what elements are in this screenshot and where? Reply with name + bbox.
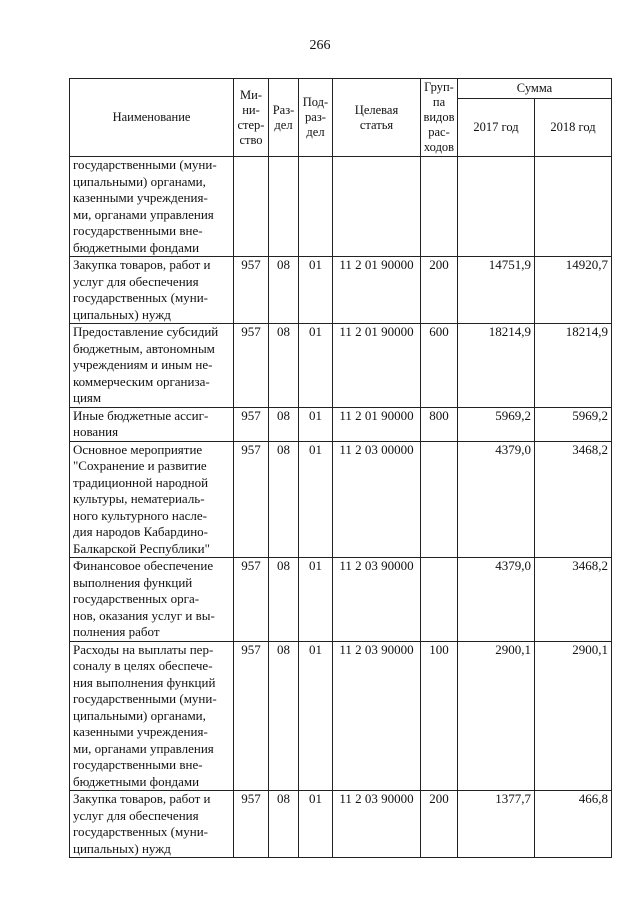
cell-group: 200 [421,791,458,858]
cell-ministry: 957 [234,257,269,324]
cell-ministry: 957 [234,407,269,441]
table-body [70,157,612,858]
cell-subsection: 01 [299,558,333,642]
cell-ministry: 957 [234,791,269,858]
cell-group: 600 [421,324,458,408]
table-row [70,558,612,642]
header-group: Груп- па видов рас- ходов [421,79,458,157]
cell-sum-2018: 3468,2 [535,558,612,642]
cell-group: 100 [421,641,458,791]
cell-target: 11 2 01 90000 [333,407,421,441]
table-row [70,324,612,408]
cell-name: Расходы на выплаты пер- соналу в целях обеспече- ния выполнения функций государственными (муни- ципальными) органами, казенными учреждения- ми, органами управления государственными вне- бюджетными фондами [70,641,234,791]
cell-target: 11 2 01 90000 [333,257,421,324]
cell-subsection [299,157,333,257]
budget-table [69,78,612,858]
cell-ministry: 957 [234,441,269,558]
table-row [70,157,612,257]
cell-subsection: 01 [299,441,333,558]
header-target: Целевая статья [333,79,421,157]
cell-sum-2018: 466,8 [535,791,612,858]
cell-section: 08 [269,257,299,324]
cell-ministry: 957 [234,324,269,408]
cell-target: 11 2 03 00000 [333,441,421,558]
cell-section: 08 [269,407,299,441]
cell-sum-2018: 14920,7 [535,257,612,324]
header-section: Раз- дел [269,79,299,157]
cell-sum-2017: 2900,1 [458,641,535,791]
header-year-2018: 2018 год [535,99,612,157]
cell-sum-2017: 1377,7 [458,791,535,858]
cell-ministry [234,157,269,257]
cell-subsection: 01 [299,257,333,324]
header-subsection: Под- раз- дел [299,79,333,157]
cell-sum-2017 [458,157,535,257]
cell-section: 08 [269,441,299,558]
cell-group: 800 [421,407,458,441]
cell-sum-2017: 4379,0 [458,558,535,642]
cell-name: Закупка товаров, работ и услуг для обеспечения государственных (муни- ципальных) нужд [70,257,234,324]
cell-target [333,157,421,257]
cell-sum-2018 [535,157,612,257]
cell-group: 200 [421,257,458,324]
cell-sum-2018: 18214,9 [535,324,612,408]
cell-name: Финансовое обеспечение выполнения функций государственных орга- нов, оказания услуг и вы- полнения работ [70,558,234,642]
table-row [70,407,612,441]
table-header [70,79,612,157]
cell-section: 08 [269,324,299,408]
cell-section: 08 [269,558,299,642]
cell-sum-2018: 5969,2 [535,407,612,441]
cell-sum-2017: 18214,9 [458,324,535,408]
table-row [70,641,612,791]
cell-section: 08 [269,791,299,858]
cell-name: Закупка товаров, работ и услуг для обеспечения государственных (муни- ципальных) нужд [70,791,234,858]
cell-ministry: 957 [234,558,269,642]
cell-section: 08 [269,641,299,791]
cell-subsection: 01 [299,791,333,858]
header-ministry: Ми- ни- стер- ство [234,79,269,157]
cell-sum-2017: 4379,0 [458,441,535,558]
cell-sum-2018: 3468,2 [535,441,612,558]
header-year-2017: 2017 год [458,99,535,157]
page-number: 266 [309,38,331,53]
cell-target: 11 2 01 90000 [333,324,421,408]
cell-target: 11 2 03 90000 [333,791,421,858]
cell-name: Основное мероприятие "Сохранение и развитие традиционной народной культуры, нематериаль- ного культурного насле- дия народов Кабардино- Балкарской Республики" [70,441,234,558]
cell-target: 11 2 03 90000 [333,558,421,642]
cell-name: государственными (муни- ципальными) органами, казенными учреждения- ми, органами управления государственными вне- бюджетными фондами [70,157,234,257]
cell-section [269,157,299,257]
cell-sum-2017: 14751,9 [458,257,535,324]
header-sum: Сумма [458,79,612,99]
cell-name: Иные бюджетные ассиг- нования [70,407,234,441]
table-row [70,791,612,858]
cell-ministry: 957 [234,641,269,791]
table-row [70,257,612,324]
cell-subsection: 01 [299,324,333,408]
header-name: Наименование [70,79,234,157]
cell-subsection: 01 [299,407,333,441]
cell-group [421,157,458,257]
cell-group [421,558,458,642]
cell-name: Предоставление субсидий бюджетным, автономным учреждениям и иным не- коммерческим организа- циям [70,324,234,408]
cell-target: 11 2 03 90000 [333,641,421,791]
cell-sum-2018: 2900,1 [535,641,612,791]
cell-subsection: 01 [299,641,333,791]
cell-group [421,441,458,558]
table-row [70,441,612,558]
cell-sum-2017: 5969,2 [458,407,535,441]
